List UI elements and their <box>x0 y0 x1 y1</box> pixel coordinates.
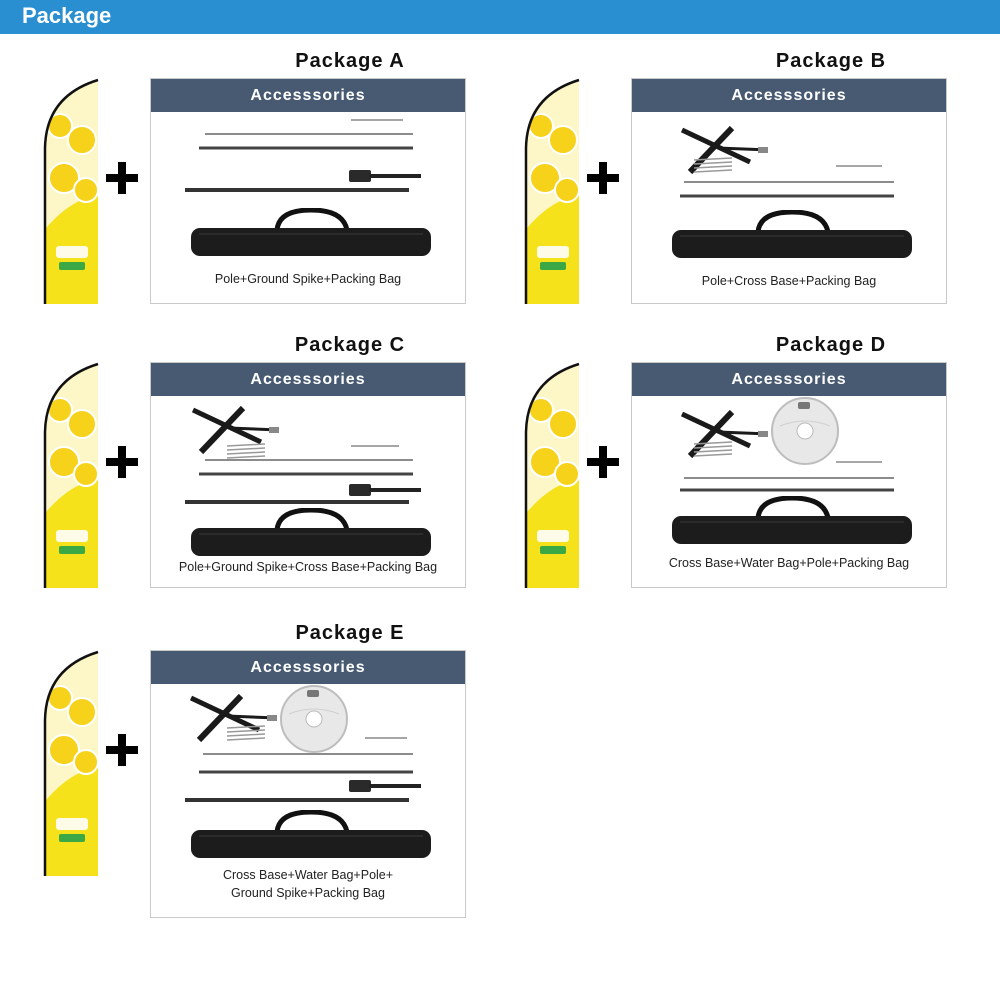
package-title: Package E <box>295 622 405 644</box>
packing-bag-icon <box>670 210 914 260</box>
feather-flag-icon <box>42 362 102 590</box>
plus-icon <box>585 444 621 480</box>
accessories-header: Accesssories <box>632 363 946 396</box>
accessories-image <box>151 112 465 302</box>
page-title: Package <box>22 3 112 28</box>
package-c <box>42 334 472 604</box>
feather-flag-icon <box>523 78 583 306</box>
feather-flag-icon <box>42 650 102 878</box>
accessories-image <box>151 684 465 916</box>
accessories-header: Accesssories <box>151 79 465 112</box>
accessories-card <box>631 362 947 588</box>
packing-bag-icon <box>189 508 433 558</box>
poles-illustration <box>632 396 946 496</box>
package-title: Package D <box>775 334 887 356</box>
accessories-header: Accesssories <box>632 79 946 112</box>
plus-icon <box>585 160 621 196</box>
package-caption: Pole+Ground Spike+Packing Bag <box>214 272 402 286</box>
accessories-card <box>150 362 466 588</box>
accessories-card <box>150 78 466 304</box>
accessories-card <box>631 78 947 304</box>
accessories-header: Accesssories <box>151 651 465 684</box>
package-b <box>523 50 953 320</box>
accessories-image <box>632 396 946 586</box>
plus-icon <box>104 160 140 196</box>
poles-illustration <box>632 112 946 212</box>
packing-bag-icon <box>189 208 433 258</box>
package-title: Package A <box>295 50 405 72</box>
accessories-card <box>150 650 466 918</box>
package-a <box>42 50 472 320</box>
packing-bag-icon <box>189 810 433 860</box>
feather-flag-icon <box>523 362 583 590</box>
plus-icon <box>104 444 140 480</box>
package-caption-line-1: Cross Base+Water Bag+Pole+ <box>222 868 394 882</box>
page-header-bar <box>0 0 1000 34</box>
package-caption: Pole+Cross Base+Packing Bag <box>701 274 877 288</box>
packing-bag-icon <box>670 496 914 546</box>
package-caption: Pole+Ground Spike+Cross Base+Packing Bag <box>178 560 438 574</box>
accessories-image <box>632 112 946 302</box>
package-caption: Cross Base+Water Bag+Pole+Packing Bag <box>668 556 910 570</box>
accessories-image <box>151 396 465 586</box>
accessories-header: Accesssories <box>151 363 465 396</box>
package-d <box>523 334 953 604</box>
package-caption-line-2: Ground Spike+Packing Bag <box>231 886 385 900</box>
package-title: Package C <box>294 334 406 356</box>
plus-icon <box>104 732 140 768</box>
package-e <box>42 622 472 922</box>
package-title: Package B <box>775 50 887 72</box>
feather-flag-icon <box>42 78 102 306</box>
